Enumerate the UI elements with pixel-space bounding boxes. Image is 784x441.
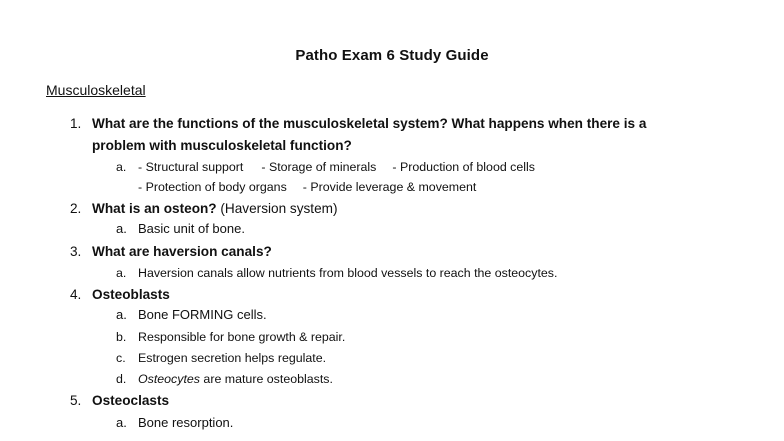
answer-italic-term: Osteocytes bbox=[138, 372, 200, 386]
answer-4d bbox=[116, 369, 333, 389]
question-text: Osteoclasts bbox=[92, 393, 170, 408]
question-4 bbox=[70, 284, 170, 305]
answer-letter: b. bbox=[116, 330, 127, 344]
question-number: 2. bbox=[70, 201, 82, 216]
answer-1a-continued bbox=[138, 177, 476, 197]
answer-4a bbox=[116, 305, 267, 325]
question-text: What are the functions of the musculoskeletal system? What happens when there is a bbox=[92, 116, 647, 131]
question-number: 1. bbox=[70, 116, 82, 131]
question-5 bbox=[70, 390, 169, 411]
answer-2a bbox=[116, 219, 245, 239]
answer-4b bbox=[116, 327, 345, 347]
question-text: What is an osteon? bbox=[92, 201, 217, 216]
answer-3a bbox=[116, 263, 557, 283]
question-text: What are haversion canals? bbox=[92, 244, 272, 259]
answer-letter: d. bbox=[116, 372, 127, 386]
answer-text: Estrogen secretion helps regulate. bbox=[138, 351, 327, 365]
question-text: Osteoblasts bbox=[92, 287, 170, 302]
question-number: 3. bbox=[70, 244, 82, 259]
section-heading: Musculoskeletal bbox=[46, 82, 146, 98]
question-number: 4. bbox=[70, 287, 82, 302]
answer-letter: a. bbox=[116, 221, 127, 236]
question-note: (Haversion system) bbox=[216, 201, 338, 216]
answer-text: Bone FORMING cells. bbox=[138, 307, 267, 322]
question-number: 5. bbox=[70, 393, 82, 408]
answer-text: Responsible for bone growth & repair. bbox=[138, 330, 346, 344]
answer-text: Haversion canals allow nutrients from blood vessels to reach the osteocytes. bbox=[138, 266, 558, 280]
answer-letter: a. bbox=[116, 307, 127, 322]
answer-5a bbox=[116, 413, 233, 433]
answer-letter: a. bbox=[116, 160, 127, 174]
answer-text: Basic unit of bone. bbox=[138, 221, 245, 236]
function-point: - Production of blood cells bbox=[392, 160, 535, 174]
answer-letter: c. bbox=[116, 351, 126, 365]
answer-1a bbox=[116, 157, 535, 177]
document-title: Patho Exam 6 Study Guide bbox=[295, 47, 489, 64]
answer-letter: a. bbox=[116, 415, 127, 430]
function-point: - Provide leverage & movement bbox=[302, 180, 477, 194]
question-2 bbox=[70, 198, 337, 219]
answer-text: Bone resorption. bbox=[138, 415, 234, 430]
question-3 bbox=[70, 241, 272, 262]
answer-4c bbox=[116, 348, 326, 368]
function-point: - Storage of minerals bbox=[261, 160, 377, 174]
function-point: - Protection of body organs bbox=[138, 180, 287, 194]
question-1 bbox=[70, 113, 646, 134]
answer-letter: a. bbox=[116, 266, 127, 280]
answer-text: are mature osteoblasts. bbox=[199, 372, 333, 386]
function-point: - Structural support bbox=[138, 160, 244, 174]
question-1-continued: problem with musculoskeletal function? bbox=[92, 138, 352, 153]
